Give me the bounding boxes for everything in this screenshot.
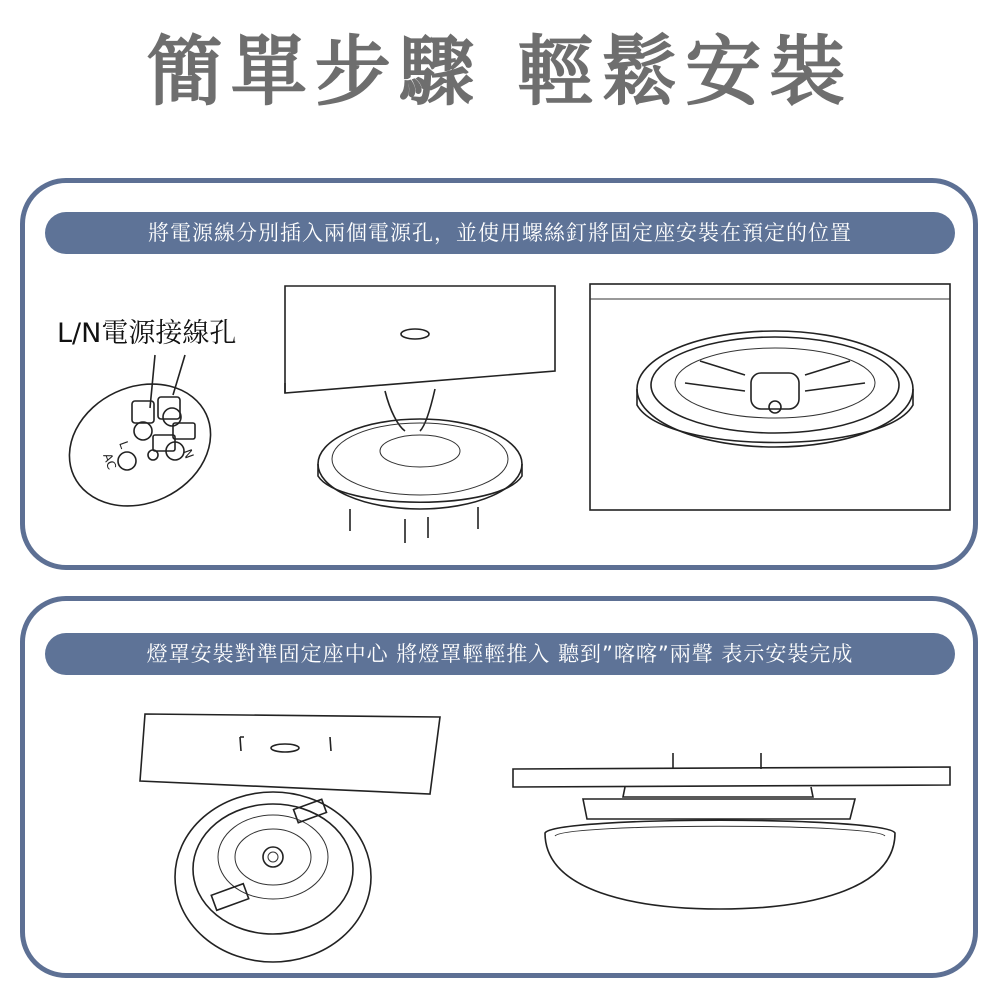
step2-caption: 燈罩安裝對準固定座中心 將燈罩輕輕推入 聽到”喀喀”兩聲 表示安裝完成: [45, 633, 955, 675]
installed-lamp-illustration: [505, 741, 955, 921]
terminal-mark-ac: AC: [100, 451, 119, 472]
step1-caption: 將電源線分別插入兩個電源孔，並使用螺絲釘將固定座安裝在預定的位置: [45, 212, 955, 254]
power-hole-label: L/N電源接線孔: [57, 318, 237, 349]
step1-panel: [20, 178, 978, 570]
step2-panel: [20, 596, 978, 978]
terminal-mark-n: N: [180, 447, 197, 461]
page-title: 簡單步驟 輕鬆安裝: [146, 27, 854, 116]
mounting-base-ceiling-illustration: [280, 281, 570, 551]
terminal-block-illustration: [55, 333, 255, 493]
shade-alignment-illustration: [135, 709, 445, 971]
mounted-base-closeup-illustration: [585, 279, 955, 515]
terminal-mark-l: L: [116, 439, 132, 451]
